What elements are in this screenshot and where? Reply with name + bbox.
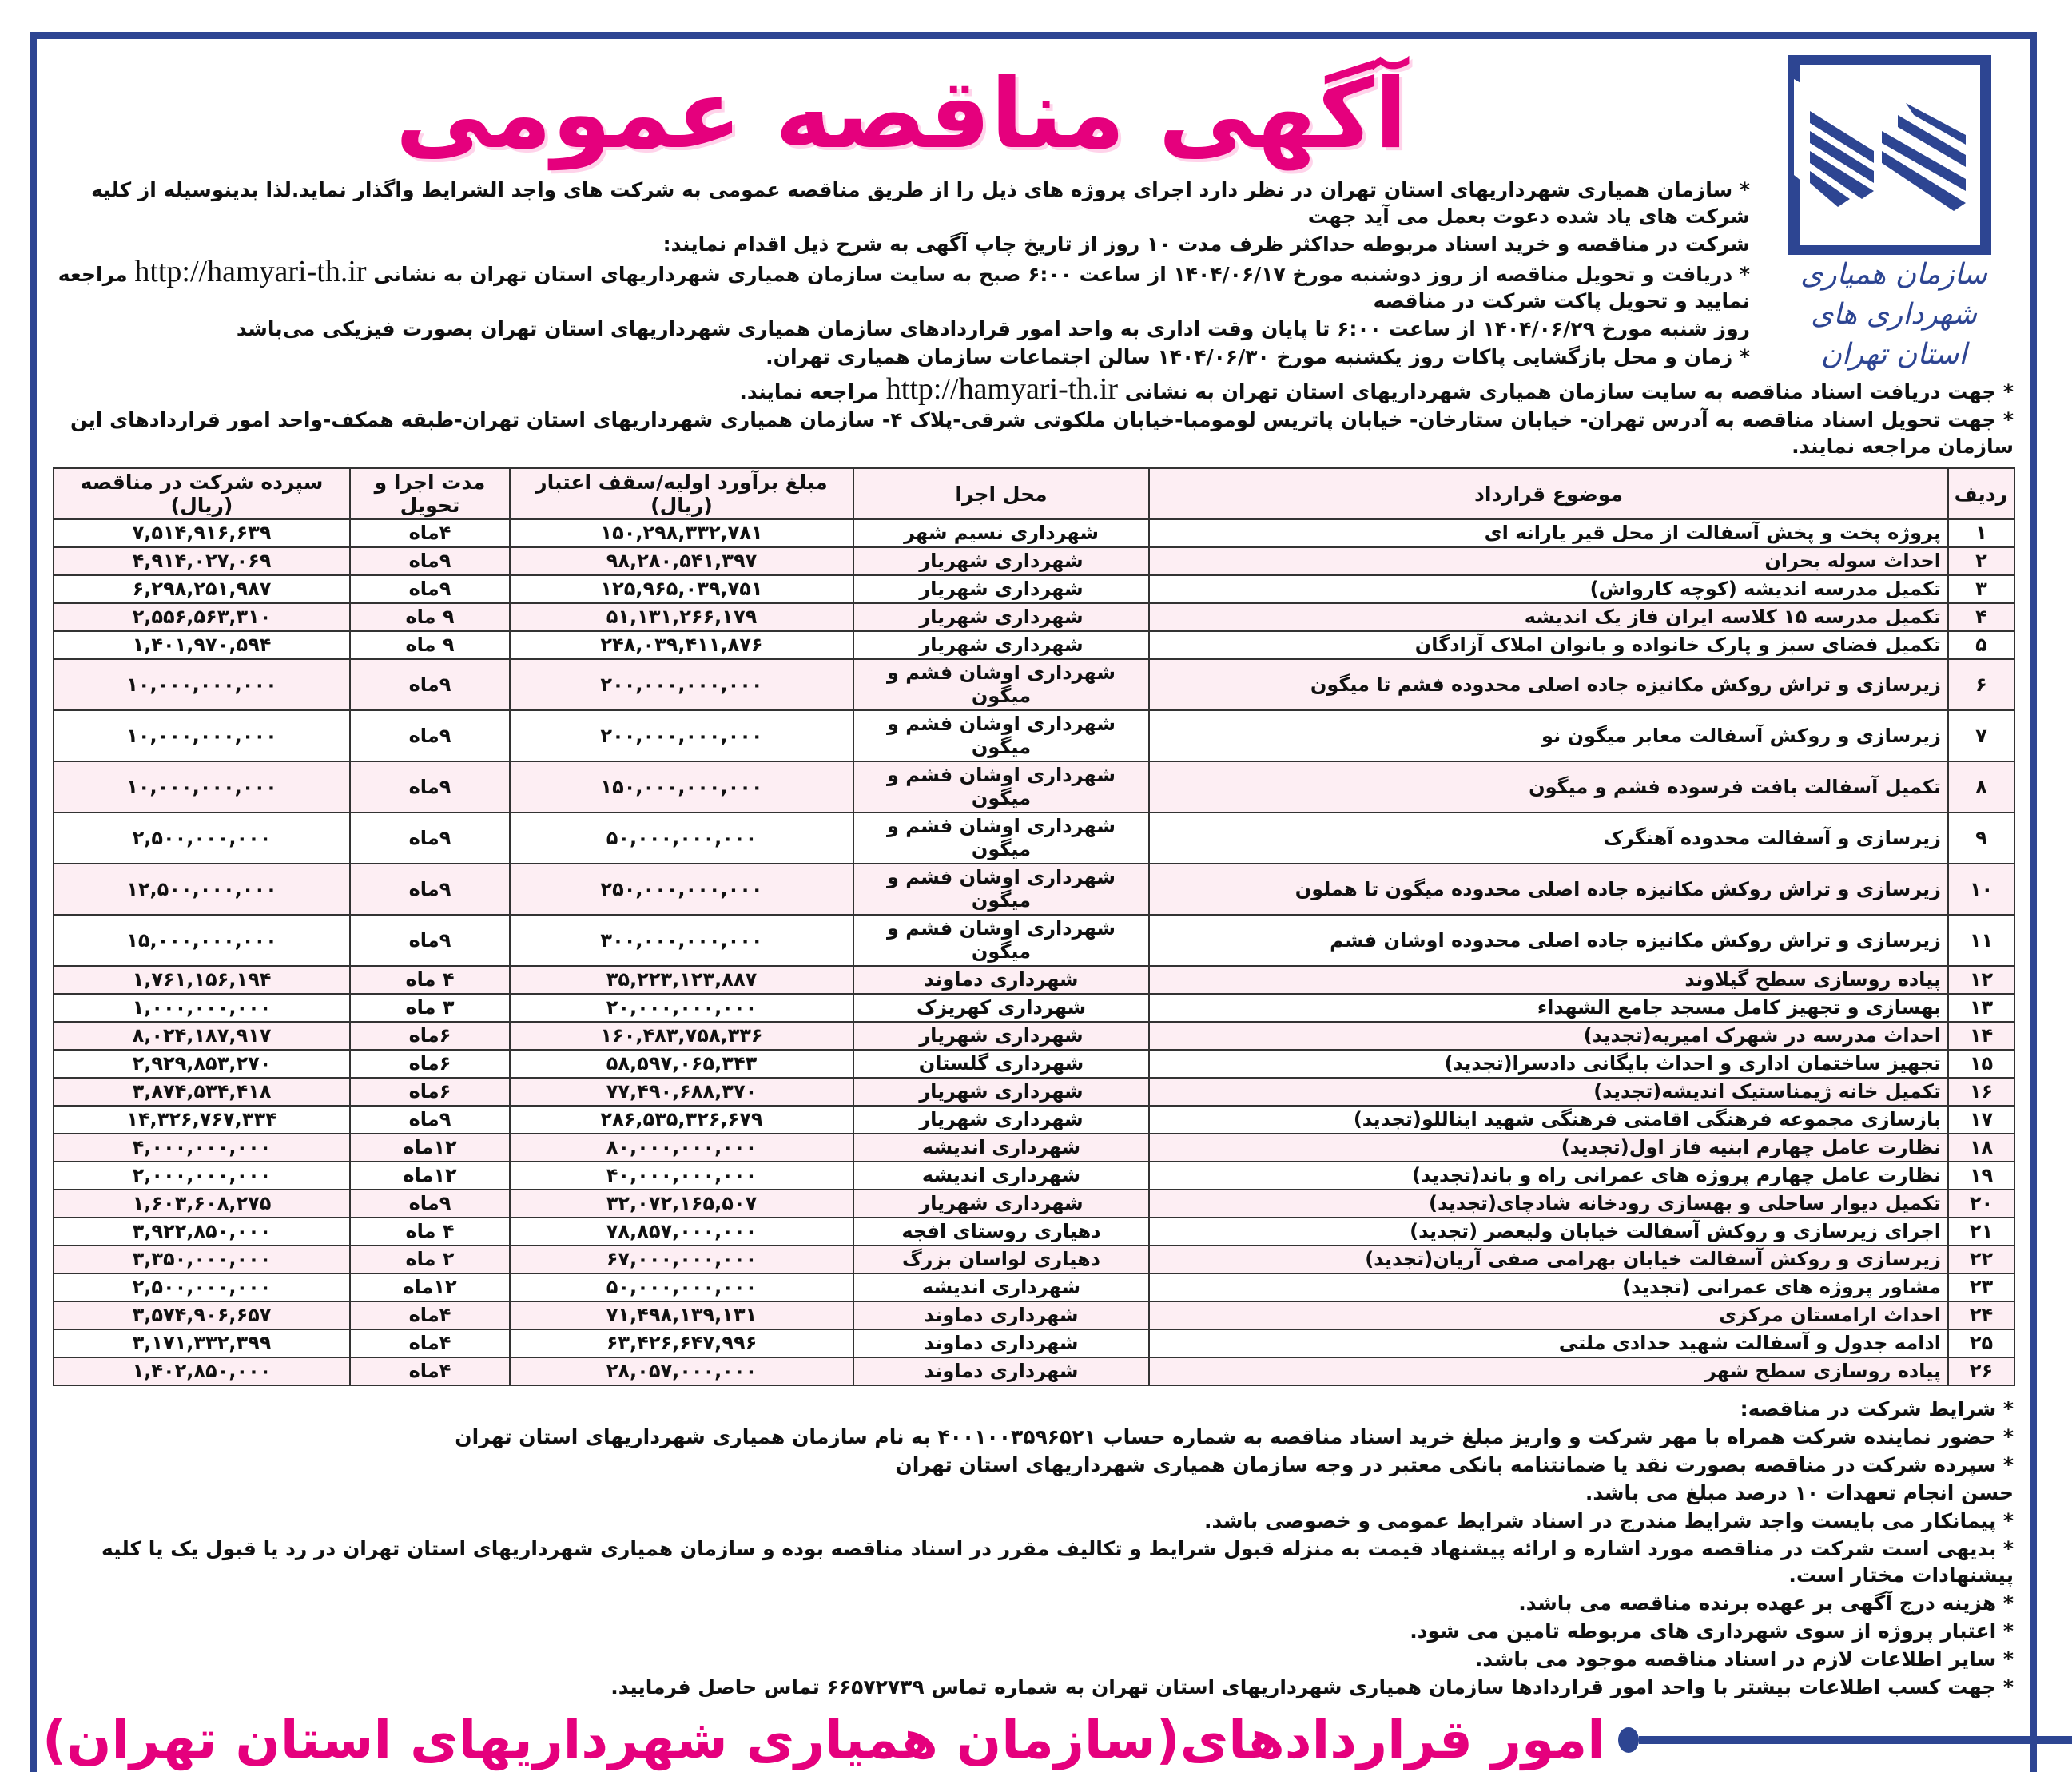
cell-estimate: ۵۰,۰۰۰,۰۰۰,۰۰۰ xyxy=(510,1273,853,1301)
logo-block xyxy=(1774,55,2014,375)
cell-deposit: ۱۰,۰۰۰,۰۰۰,۰۰۰ xyxy=(54,710,350,761)
cell-subject: پروژه پخت و پخش آسفالت از محل قیر یارانه ای xyxy=(1149,519,1948,547)
cell-estimate: ۷۸,۸۵۷,۰۰۰,۰۰۰ xyxy=(510,1218,853,1246)
cell-deposit: ۱,۶۰۳,۶۰۸,۲۷۵ xyxy=(54,1190,350,1218)
logo-org-line2: استان تهران xyxy=(1820,338,1967,371)
header xyxy=(53,39,2014,375)
cell-location: شهرداری دماوند xyxy=(853,966,1149,994)
cell-duration: ۹ماه xyxy=(350,915,510,966)
cell-subject: احداث ارامستان مرکزی xyxy=(1149,1301,1948,1329)
receive-line-1 xyxy=(53,255,1750,314)
table-row xyxy=(54,575,2014,603)
cell-row-number: ۶ xyxy=(1948,659,2014,710)
cell-subject: ادامه جدول و آسفالت شهید حدادی ملتی xyxy=(1149,1329,1948,1357)
cell-duration: ۹ ماه xyxy=(350,603,510,631)
cell-location: شهرداری اندیشه xyxy=(853,1162,1149,1190)
cell-deposit: ۳,۳۵۰,۰۰۰,۰۰۰ xyxy=(54,1246,350,1273)
cell-estimate: ۲۸۶,۵۳۵,۳۲۶,۶۷۹ xyxy=(510,1106,853,1134)
receive-line-2: روز شنبه مورخ ۱۴۰۴/۰۶/۲۹ از ساعت ۶:۰۰ تا پایان وقت اداری به واحد امور قراردادهای سازمان همیاری شهرداریهای استان تهران بصورت فیزیکی می‌باشد xyxy=(236,317,1750,340)
cell-subject: تکمیل مدرسه اندیشه (کوچه کارواش) xyxy=(1149,575,1948,603)
cell-row-number: ۷ xyxy=(1948,710,2014,761)
cell-duration: ۶ماه xyxy=(350,1022,510,1050)
condition-line: * سپرده شرکت در مناقصه بصورت نقد یا ضمانتنامه بانکی معتبر در وجه سازمان همیاری شهرداریهای استان تهران xyxy=(895,1453,2014,1476)
cell-location: شهرداری گلستان xyxy=(853,1050,1149,1078)
table-row xyxy=(54,1162,2014,1190)
cell-location: شهرداری شهریار xyxy=(853,547,1149,575)
cell-estimate: ۳۲,۰۷۲,۱۶۵,۵۰۷ xyxy=(510,1190,853,1218)
cell-duration: ۴ماه xyxy=(350,1329,510,1357)
cell-estimate: ۱۲۵,۹۶۵,۰۳۹,۷۵۱ xyxy=(510,575,853,603)
docs-line-2: * جهت تحویل اسناد مناقصه به آدرس تهران- خیابان ستارخان- خیابان پاتریس لومومبا-خیابان ملکوتی شرقی-پلاک ۴- سازمان همیاری شهرداریهای استان تهران-طبقه همکف-واحد امور قراردادهای این سازمان مراجعه نمایند. xyxy=(70,408,2014,458)
cell-deposit: ۳,۹۲۲,۸۵۰,۰۰۰ xyxy=(54,1218,350,1246)
table-row xyxy=(54,631,2014,659)
cell-duration: ۲ ماه xyxy=(350,1246,510,1273)
table-row xyxy=(54,1106,2014,1134)
table-row xyxy=(54,1050,2014,1078)
cell-subject: زیرسازی و روکش آسفالت معابر میگون نو xyxy=(1149,710,1948,761)
table-row xyxy=(54,812,2014,864)
logo-org-line1: سازمان همیاری شهرداری های xyxy=(1800,258,1987,331)
table-row xyxy=(54,1134,2014,1162)
cell-row-number: ۲۲ xyxy=(1948,1246,2014,1273)
header-estimate: مبلغ برآورد اولیه/سقف اعتبار (ریال) xyxy=(510,468,853,519)
banner-dot xyxy=(1618,1727,1639,1753)
receive-text-after: مراجعه نمایید و تحویل پاکت شرکت در مناقصه xyxy=(58,263,1750,312)
cell-subject: زیرسازی و تراش روکش مکانیزه جاده اصلی محدوده اوشان فشم xyxy=(1149,915,1948,966)
cell-deposit: ۲,۵۰۰,۰۰۰,۰۰۰ xyxy=(54,1273,350,1301)
cell-estimate: ۹۸,۲۸۰,۵۴۱,۳۹۷ xyxy=(510,547,853,575)
tender-table xyxy=(53,467,2015,1386)
cell-row-number: ۱۲ xyxy=(1948,966,2014,994)
cell-deposit: ۱۰,۰۰۰,۰۰۰,۰۰۰ xyxy=(54,761,350,812)
cell-deposit: ۱۲,۵۰۰,۰۰۰,۰۰۰ xyxy=(54,864,350,915)
page-frame xyxy=(30,32,2037,1772)
cell-duration: ۹ماه xyxy=(350,547,510,575)
table-row xyxy=(54,1022,2014,1050)
cell-subject: نظارت عامل چهارم پروژه های عمرانی راه و باند(تجدید) xyxy=(1149,1162,1948,1190)
cell-row-number: ۱۵ xyxy=(1948,1050,2014,1078)
cell-deposit: ۲,۵۵۶,۵۶۳,۳۱۰ xyxy=(54,603,350,631)
table-row xyxy=(54,1357,2014,1385)
cell-estimate: ۶۳,۴۲۶,۶۴۷,۹۹۶ xyxy=(510,1329,853,1357)
cell-location: شهرداری کهریزک xyxy=(853,994,1149,1022)
cell-subject: زیرسازی و آسفالت محدوده آهنگرک xyxy=(1149,812,1948,864)
cell-subject: پیاده روسازی سطح گیلاوند xyxy=(1149,966,1948,994)
cell-row-number: ۱۸ xyxy=(1948,1134,2014,1162)
cell-location: دهیاری روستای افجه xyxy=(853,1218,1149,1246)
cell-subject: تکمیل دیوار ساحلی و بهسازی رودخانه شادچای(تجدید) xyxy=(1149,1190,1948,1218)
cell-subject: تکمیل مدرسه ۱۵ کلاسه ایران فاز یک اندیشه xyxy=(1149,603,1948,631)
cell-estimate: ۸۰,۰۰۰,۰۰۰,۰۰۰ xyxy=(510,1134,853,1162)
header-main xyxy=(53,39,1750,370)
cell-subject: اجرای زیرسازی و روکش آسفالت خیابان ولیعصر (تجدید) xyxy=(1149,1218,1948,1246)
table-row xyxy=(54,547,2014,575)
cell-estimate: ۱۵۰,۰۰۰,۰۰۰,۰۰۰ xyxy=(510,761,853,812)
cell-duration: ۴ماه xyxy=(350,519,510,547)
cell-duration: ۴ماه xyxy=(350,1357,510,1385)
cell-duration: ۹ماه xyxy=(350,864,510,915)
cell-location: شهرداری اندیشه xyxy=(853,1134,1149,1162)
cell-subject: نظارت عامل چهارم ابنیه فاز اول(تجدید) xyxy=(1149,1134,1948,1162)
cell-estimate: ۳۰۰,۰۰۰,۰۰۰,۰۰۰ xyxy=(510,915,853,966)
cell-subject: بهسازی و تجهیز کامل مسجد جامع الشهداء xyxy=(1149,994,1948,1022)
table-row xyxy=(54,1218,2014,1246)
conditions-block xyxy=(53,1396,2014,1700)
cell-row-number: ۱۶ xyxy=(1948,1078,2014,1106)
cell-row-number: ۲۴ xyxy=(1948,1301,2014,1329)
header-location: محل اجرا xyxy=(853,468,1149,519)
table-row xyxy=(54,1273,2014,1301)
cell-duration: ۴ماه xyxy=(350,1301,510,1329)
cell-subject: تکمیل فضای سبز و پارک خانواده و بانوان املاک آزادگان xyxy=(1149,631,1948,659)
condition-line: * سایر اطلاعات لازم در اسناد مناقصه موجود می باشد. xyxy=(1474,1647,2014,1671)
cell-deposit: ۱,۰۰۰,۰۰۰,۰۰۰ xyxy=(54,994,350,1022)
table-row xyxy=(54,1246,2014,1273)
cell-estimate: ۱۵۰,۲۹۸,۳۳۲,۷۸۱ xyxy=(510,519,853,547)
cell-location: شهرداری شهریار xyxy=(853,575,1149,603)
cell-row-number: ۱۳ xyxy=(1948,994,2014,1022)
cell-estimate: ۱۶۰,۴۸۳,۷۵۸,۳۳۶ xyxy=(510,1022,853,1050)
cell-row-number: ۱۹ xyxy=(1948,1162,2014,1190)
cell-row-number: ۲۱ xyxy=(1948,1218,2014,1246)
cell-duration: ۱۲ماه xyxy=(350,1273,510,1301)
cell-subject: احداث مدرسه در شهرک امیریه(تجدید) xyxy=(1149,1022,1948,1050)
cell-deposit: ۱۴,۳۲۶,۷۶۷,۳۳۴ xyxy=(54,1106,350,1134)
cell-deposit: ۱,۷۶۱,۱۵۶,۱۹۴ xyxy=(54,966,350,994)
cell-deposit: ۳,۱۷۱,۳۳۲,۳۹۹ xyxy=(54,1329,350,1357)
cell-deposit: ۲,۹۲۹,۸۵۳,۲۷۰ xyxy=(54,1050,350,1078)
cell-deposit: ۴,۹۱۴,۰۲۷,۰۶۹ xyxy=(54,547,350,575)
table-row xyxy=(54,915,2014,966)
cell-duration: ۱۲ماه xyxy=(350,1162,510,1190)
cell-row-number: ۱۱ xyxy=(1948,915,2014,966)
docs-text: * جهت دریافت اسناد مناقصه به سایت سازمان همیاری شهرداریهای استان تهران به نشانی xyxy=(1124,380,2014,403)
header-subject: موضوع قرارداد xyxy=(1149,468,1948,519)
cell-location: دهیاری لواسان بزرگ xyxy=(853,1246,1149,1273)
cell-estimate: ۲۰۰,۰۰۰,۰۰۰,۰۰۰ xyxy=(510,659,853,710)
footer-banner: امور قراردادهای(سازمان همیاری شهرداریهای استان تهران) xyxy=(42,1709,1605,1770)
website-link[interactable]: http://hamyari-th.ir xyxy=(134,255,367,288)
cell-location: شهرداری شهریار xyxy=(853,631,1149,659)
cell-row-number: ۹ xyxy=(1948,812,2014,864)
docs-text-after: مراجعه نمایند. xyxy=(739,380,880,403)
cell-deposit: ۳,۵۷۴,۹۰۶,۶۵۷ xyxy=(54,1301,350,1329)
cell-estimate: ۵۰,۰۰۰,۰۰۰,۰۰۰ xyxy=(510,812,853,864)
condition-line: * جهت کسب اطلاعات بیشتر با واحد امور قراردادها سازمان همیاری شهرداریهای استان تهران به شماره تماس ۶۶۵۷۲۷۳۹ تماس حاصل فرمایید. xyxy=(610,1675,2014,1698)
cell-deposit: ۶,۲۹۸,۲۵۱,۹۸۷ xyxy=(54,575,350,603)
cell-deposit: ۳,۸۷۴,۵۳۴,۴۱۸ xyxy=(54,1078,350,1106)
cell-subject: بازسازی مجموعه فرهنگی اقامتی فرهنگی شهید ایناللو(تجدید) xyxy=(1149,1106,1948,1134)
cell-deposit: ۱,۴۰۲,۸۵۰,۰۰۰ xyxy=(54,1357,350,1385)
cell-estimate: ۲۰,۰۰۰,۰۰۰,۰۰۰ xyxy=(510,994,853,1022)
cell-estimate: ۴۰,۰۰۰,۰۰۰,۰۰۰ xyxy=(510,1162,853,1190)
cell-estimate: ۲۸,۰۵۷,۰۰۰,۰۰۰ xyxy=(510,1357,853,1385)
cell-deposit: ۱۵,۰۰۰,۰۰۰,۰۰۰ xyxy=(54,915,350,966)
table-row xyxy=(54,1301,2014,1329)
cell-deposit: ۱۰,۰۰۰,۰۰۰,۰۰۰ xyxy=(54,659,350,710)
cell-duration: ۳ ماه xyxy=(350,994,510,1022)
cell-estimate: ۶۷,۰۰۰,۰۰۰,۰۰۰ xyxy=(510,1246,853,1273)
cell-duration: ۹ ماه xyxy=(350,631,510,659)
logo-text xyxy=(1774,255,2014,375)
cell-subject: زیرسازی و تراش روکش مکانیزه جاده اصلی محدوده میگون تا هملون xyxy=(1149,864,1948,915)
condition-line: * بدیهی است شرکت در مناقصه مورد اشاره و ارائه پیشنهاد قیمت به منزله قبول شرایط و تکالیف مقرر در اسناد مناقصه بوده و سازمان همیاری شهرداریهای استان تهران در رد یا قبول یک یا کلیه پیشنهادات مختار است. xyxy=(101,1537,2014,1587)
cell-location: شهرداری شهریار xyxy=(853,1078,1149,1106)
cell-deposit: ۱,۴۰۱,۹۷۰,۵۹۴ xyxy=(54,631,350,659)
cell-location: شهرداری اوشان فشم و میگون xyxy=(853,761,1149,812)
cell-duration: ۱۲ماه xyxy=(350,1134,510,1162)
cell-row-number: ۲۳ xyxy=(1948,1273,2014,1301)
condition-line: * هزینه درج آگهی بر عهده برنده مناقصه می باشد. xyxy=(1518,1591,2014,1615)
cell-location: شهرداری اندیشه xyxy=(853,1273,1149,1301)
cell-location: شهرداری اوشان فشم و میگون xyxy=(853,659,1149,710)
intro-line-1: * سازمان همیاری شهرداریهای استان تهران در نظر دارد اجرای پروژه های ذیل را از طریق مناقصه عمومی به شرکت های واجد الشرایط واگذار نماید.لذا بدینوسیله از کلیه شرکت های یاد شده دعوت بعمل می آید جهت xyxy=(91,178,1750,228)
cell-row-number: ۳ xyxy=(1948,575,2014,603)
cell-estimate: ۲۵۰,۰۰۰,۰۰۰,۰۰۰ xyxy=(510,864,853,915)
cell-row-number: ۲ xyxy=(1948,547,2014,575)
cell-duration: ۹ماه xyxy=(350,812,510,864)
cell-location: شهرداری اوشان فشم و میگون xyxy=(853,864,1149,915)
cell-location: شهرداری دماوند xyxy=(853,1301,1149,1329)
cell-duration: ۹ماه xyxy=(350,1190,510,1218)
intro-line-2: شرکت در مناقصه و خرید اسناد مربوطه حداکثر ظرف مدت ۱۰ روز از تاریخ چاپ آگهی به شرح ذیل اقدام نمایند: xyxy=(662,232,1750,256)
cell-deposit: ۷,۵۱۴,۹۱۶,۶۳۹ xyxy=(54,519,350,547)
table-row xyxy=(54,603,2014,631)
cell-deposit: ۲,۰۰۰,۰۰۰,۰۰۰ xyxy=(54,1162,350,1190)
cell-subject: زیرسازی و تراش روکش مکانیزه جاده اصلی محدوده فشم تا میگون xyxy=(1149,659,1948,710)
organization-logo xyxy=(1786,55,2002,255)
cell-subject: پیاده روسازی سطح شهر xyxy=(1149,1357,1948,1385)
footer-banner-row xyxy=(30,1708,2037,1772)
cell-estimate: ۲۴۸,۰۳۹,۴۱۱,۸۷۶ xyxy=(510,631,853,659)
cell-estimate: ۷۱,۴۹۸,۱۳۹,۱۳۱ xyxy=(510,1301,853,1329)
cell-duration: ۹ماه xyxy=(350,659,510,710)
table-row xyxy=(54,994,2014,1022)
banner-line-right xyxy=(1639,1736,2072,1744)
table-row xyxy=(54,710,2014,761)
cell-duration: ۶ماه xyxy=(350,1078,510,1106)
table-row xyxy=(54,1078,2014,1106)
header-row-number: ردیف xyxy=(1948,468,2014,519)
cell-row-number: ۱۷ xyxy=(1948,1106,2014,1134)
cell-row-number: ۸ xyxy=(1948,761,2014,812)
cell-row-number: ۲۶ xyxy=(1948,1357,2014,1385)
cell-deposit: ۲,۵۰۰,۰۰۰,۰۰۰ xyxy=(54,812,350,864)
cell-duration: ۴ ماه xyxy=(350,966,510,994)
website-link[interactable]: http://hamyari-th.ir xyxy=(885,372,1118,406)
cell-location: شهرداری شهریار xyxy=(853,1022,1149,1050)
cell-location: شهرداری دماوند xyxy=(853,1329,1149,1357)
cell-location: شهرداری اوشان فشم و میگون xyxy=(853,710,1149,761)
cell-row-number: ۴ xyxy=(1948,603,2014,631)
cell-location: شهرداری شهریار xyxy=(853,1106,1149,1134)
header-duration: مدت اجرا و تحویل xyxy=(350,468,510,519)
cell-estimate: ۷۷,۴۹۰,۶۸۸,۳۷۰ xyxy=(510,1078,853,1106)
table-row xyxy=(54,761,2014,812)
cell-location: شهرداری دماوند xyxy=(853,1357,1149,1385)
table-row xyxy=(54,519,2014,547)
table-row xyxy=(54,1329,2014,1357)
cell-location: شهرداری شهریار xyxy=(853,1190,1149,1218)
cell-duration: ۹ماه xyxy=(350,575,510,603)
cell-duration: ۹ماه xyxy=(350,710,510,761)
cell-duration: ۹ماه xyxy=(350,761,510,812)
cell-estimate: ۵۸,۵۹۷,۰۶۵,۳۴۳ xyxy=(510,1050,853,1078)
condition-line: حسن انجام تعهدات ۱۰ درصد مبلغ می باشد. xyxy=(1585,1481,2014,1504)
cell-row-number: ۵ xyxy=(1948,631,2014,659)
cell-deposit: ۴,۰۰۰,۰۰۰,۰۰۰ xyxy=(54,1134,350,1162)
cell-subject: زیرسازی و روکش آسفالت خیابان بهرامی صفی آریان(تجدید) xyxy=(1149,1246,1948,1273)
cell-row-number: ۲۰ xyxy=(1948,1190,2014,1218)
cell-estimate: ۳۵,۲۲۳,۱۲۳,۸۸۷ xyxy=(510,966,853,994)
cell-location: شهرداری نسیم شهر xyxy=(853,519,1149,547)
cell-subject: احداث سوله بحران xyxy=(1149,547,1948,575)
cell-subject: تکمیل آسفالت بافت فرسوده فشم و میگون xyxy=(1149,761,1948,812)
cell-row-number: ۱ xyxy=(1948,519,2014,547)
cell-duration: ۴ ماه xyxy=(350,1218,510,1246)
table-row xyxy=(54,1190,2014,1218)
table-row xyxy=(54,966,2014,994)
condition-line: * اعتبار پروژه از سوی شهرداری های مربوطه تامین می شود. xyxy=(1410,1619,2014,1643)
receive-text: * دریافت و تحویل مناقصه از روز دوشنبه مورخ ۱۴۰۴/۰۶/۱۷ از ساعت ۶:۰۰ صبح به سایت سازمان همیاری شهرداریهای استان تهران به نشانی xyxy=(373,263,1750,286)
condition-line: * حضور نماینده شرکت همراه با مهر شرکت و واریز مبلغ خرید اسناد مناقصه به شماره حساب ۴۰۰۱۰۰۳۵۹۶۵۲۱ به نام سازمان همیاری شهرداریهای استان تهران xyxy=(455,1425,2014,1448)
cell-estimate: ۵۱,۱۳۱,۲۶۶,۱۷۹ xyxy=(510,603,853,631)
cell-row-number: ۱۰ xyxy=(1948,864,2014,915)
opening-line: * زمان و محل بازگشایی پاکات روز یکشنبه مورخ ۱۴۰۴/۰۶/۳۰ سالن اجتماعات سازمان همیاری تهران. xyxy=(766,345,1750,368)
cell-subject: تجهیز ساختمان اداری و احداث بایگانی دادسرا(تجدید) xyxy=(1149,1050,1948,1078)
cell-row-number: ۱۴ xyxy=(1948,1022,2014,1050)
cell-location: شهرداری اوشان فشم و میگون xyxy=(853,915,1149,966)
table-row xyxy=(54,864,2014,915)
cell-location: شهرداری شهریار xyxy=(853,603,1149,631)
header-deposit: سپرده شرکت در مناقصه (ریال) xyxy=(54,468,350,519)
condition-line: * پیمانکار می بایست واجد شرایط مندرج در اسناد شرایط عمومی و خصوصی باشد. xyxy=(1203,1509,2014,1532)
cell-location: شهرداری اوشان فشم و میگون xyxy=(853,812,1149,864)
cell-row-number: ۲۵ xyxy=(1948,1329,2014,1357)
cell-subject: تکمیل خانه ژیمناستیک اندیشه(تجدید) xyxy=(1149,1078,1948,1106)
cell-subject: مشاور پروژه های عمرانی (تجدید) xyxy=(1149,1273,1948,1301)
table-header-row xyxy=(54,468,2014,519)
cell-duration: ۶ماه xyxy=(350,1050,510,1078)
table-row xyxy=(54,659,2014,710)
cell-deposit: ۸,۰۲۴,۱۸۷,۹۱۷ xyxy=(54,1022,350,1050)
cell-duration: ۹ماه xyxy=(350,1106,510,1134)
page-title: آگهی مناقصه عمومی xyxy=(395,59,1408,170)
condition-line: * شرایط شرکت در مناقصه: xyxy=(1740,1397,2014,1420)
docs-line-1 xyxy=(53,372,2014,406)
cell-estimate: ۲۰۰,۰۰۰,۰۰۰,۰۰۰ xyxy=(510,710,853,761)
